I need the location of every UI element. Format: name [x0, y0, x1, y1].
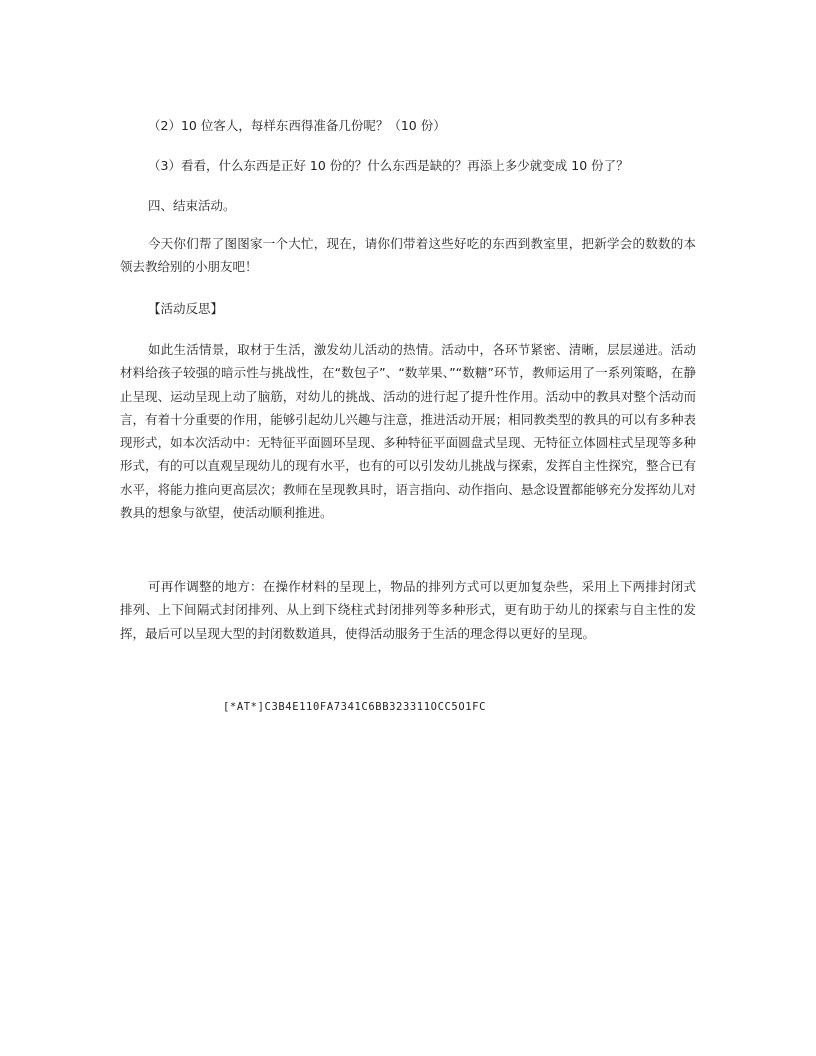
closing-paragraph: 今天你们帮了图图家一个大忙，现在，请你们带着这些好吃的东西到教室里，把新学会的数数的本领去教给别的小朋友吧！ — [120, 236, 696, 275]
adjustment-paragraph: 可再作调整的地方：在操作材料的呈现上，物品的排列方式可以更加复杂些，采用上下两排封闭式排列、上下间隔式封闭排列、从上到下绕柱式封闭排列等多种形式，更有助于幼儿的探索与自主性的发挥，最后可以呈现大型的封闭数数道具，使得活动服务于生活的理念得以更好的呈现。 — [120, 579, 696, 641]
reflection-title: 【活动反思】 — [148, 301, 224, 316]
question-2: （2）10 位客人，每样东西得准备几份呢？（10 份） — [148, 118, 446, 133]
document-code: [*AT*]C3B4E110FA7341C6BB323311OCC5O1FC — [223, 701, 487, 713]
question-3: （3）看看，什么东西是正好 10 份的？什么东西是缺的？再添上多少就变成 10 份了？ — [148, 158, 629, 173]
section-heading-4: 四、结束活动。 — [148, 198, 236, 213]
reflection-paragraph: 如此生活情景，取材于生活，激发幼儿活动的热情。活动中，各环节紧密、清晰，层层递进。活动材料给孩子较强的暗示性与挑战性，在“数包子”、“数苹果、”“数糖”环节，教师运用了一系列策略，在静止呈现、运动呈现上动了脑筋，对幼儿的挑战、活动的进行起了提升性作用。活动中的教具对整个活动而言，有着十分重要的作用，能够引起幼儿兴趣与注意，推进活动开展；相同教类型的教具的可以有多种表现形式，如本次活动中：无特征平面圆环呈现、多种特征平面圆盘式呈现、无特征立体圆柱式呈现等多种形式，有的可以直观呈现幼儿的现有水平，也有的可以引发幼儿挑战与探索，发挥自主性探究，整合已有水平，将能力推向更高层次；教师在呈现教具时，语言指向、动作指向、悬念设置都能够充分发挥幼儿对教具的想象与欲望，使活动顺利推进。 — [120, 342, 696, 521]
